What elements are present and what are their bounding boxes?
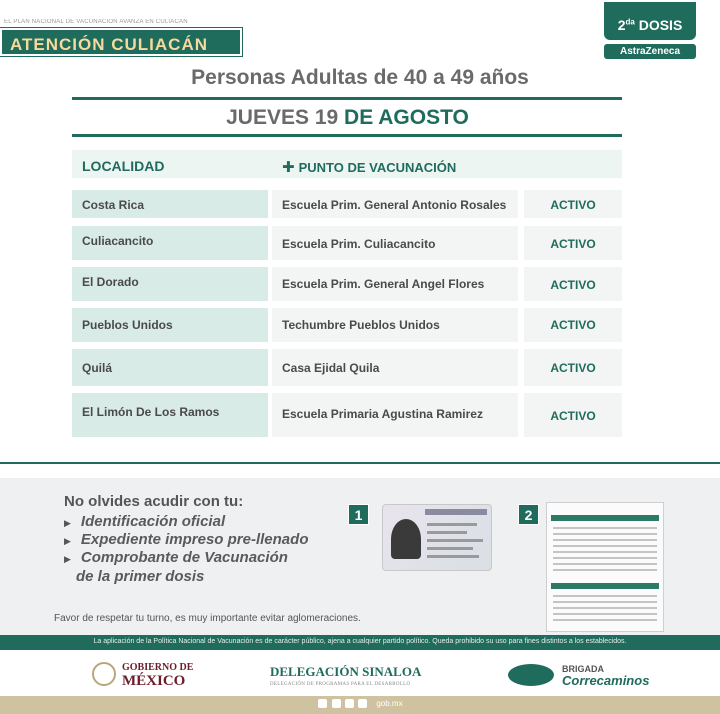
site-cell: Escuela Prim. General Antonio Rosales — [272, 190, 518, 218]
seal-icon — [92, 662, 116, 686]
table-row — [72, 308, 622, 342]
legal-disclaimer: La aplicación de la Política Nacional de Vacunación es de carácter público, ajena a cualquier partido político. Queda prohibido su uso para fines distintos a los establecidos. — [0, 635, 720, 650]
form-document-image — [546, 502, 664, 632]
locality-cell: Costa Rica — [72, 190, 268, 218]
delegation-logo: DELEGACIÓN SINALOA DELEGACIÓN DE PROGRAMAS PARA EL DESARROLLO — [270, 664, 422, 687]
status-cell: ACTIVO — [524, 308, 622, 342]
dose-label: $2^{da}$ DOSIS — [604, 2, 696, 40]
locality-cell: El Limón De Los Ramos — [72, 393, 268, 437]
locality-cell: El Dorado — [72, 267, 268, 301]
program-badge — [0, 14, 242, 56]
site-cell: Techumbre Pueblos Unidos — [272, 308, 518, 342]
instagram-icon[interactable] — [345, 699, 354, 708]
requirement-item: ▶ Identificación oficial — [64, 513, 226, 530]
plus-icon: ✚ — [282, 159, 295, 176]
column-site: ✚ PUNTO DE VACUNACIÓN — [282, 159, 457, 176]
bullet-icon: ▶ — [64, 518, 71, 528]
program-line: EL PLAN NACIONAL DE VACUNACIÓN AVANZA EN CULIACÁN — [4, 19, 242, 28]
table-row — [72, 349, 622, 386]
requirement-item: ▶ Comprobante de Vacunación — [64, 549, 288, 566]
bullet-icon: ▶ — [64, 536, 71, 546]
youtube-icon[interactable] — [358, 699, 367, 708]
site-cell: Escuela Prim. General Angel Flores — [272, 267, 518, 301]
locality-cell: Culiacancito — [72, 226, 268, 260]
step-number: 1 — [348, 504, 369, 525]
site-cell: Escuela Primaria Agustina Ramirez — [272, 393, 518, 437]
page-subtitle: Personas Adultas de 40 a 49 años — [191, 66, 529, 89]
social-bar — [0, 696, 720, 714]
table-header — [72, 150, 622, 178]
turn-note: Favor de respetar tu turno, es muy importante evitar aglomeraciones. — [54, 613, 361, 624]
locality-cell: Quilá — [72, 349, 268, 386]
column-locality: LOCALIDAD — [82, 158, 165, 174]
schedule-date: JUEVES 19 DE AGOSTO — [226, 106, 469, 129]
status-cell: ACTIVO — [524, 226, 622, 260]
site-cell: Casa Ejidal Quila — [272, 349, 518, 386]
table-row — [72, 393, 622, 437]
vaccine-brand: AstraZeneca — [604, 44, 696, 59]
reminder-lead: No olvides acudir con tu: — [64, 493, 244, 510]
step-number: 2 — [518, 504, 539, 525]
section-divider — [0, 462, 720, 464]
requirement-continuation: de la primer dosis — [76, 568, 205, 585]
facebook-icon[interactable] — [318, 699, 327, 708]
table-row — [72, 267, 622, 301]
locality-cell: Pueblos Unidos — [72, 308, 268, 342]
id-card-image — [382, 504, 492, 571]
status-cell: ACTIVO — [524, 393, 622, 437]
twitter-icon[interactable] — [332, 699, 341, 708]
divider-bottom — [72, 134, 622, 137]
divider-top — [72, 97, 622, 100]
status-cell: ACTIVO — [524, 349, 622, 386]
social-handle[interactable]: gob.mx — [376, 699, 403, 708]
status-cell: ACTIVO — [524, 267, 622, 301]
status-cell: ACTIVO — [524, 190, 622, 218]
bullet-icon: ▶ — [64, 554, 71, 564]
dose-badge — [604, 0, 696, 60]
requirement-item: ▶ Expediente impreso pre-llenado — [64, 531, 309, 548]
site-cell: Escuela Prim. Culiacancito — [272, 226, 518, 260]
badge-title: ATENCIÓN CULIACÁN — [0, 28, 242, 56]
table-row — [72, 190, 622, 218]
table-row — [72, 226, 622, 260]
roadrunner-icon — [508, 664, 554, 686]
